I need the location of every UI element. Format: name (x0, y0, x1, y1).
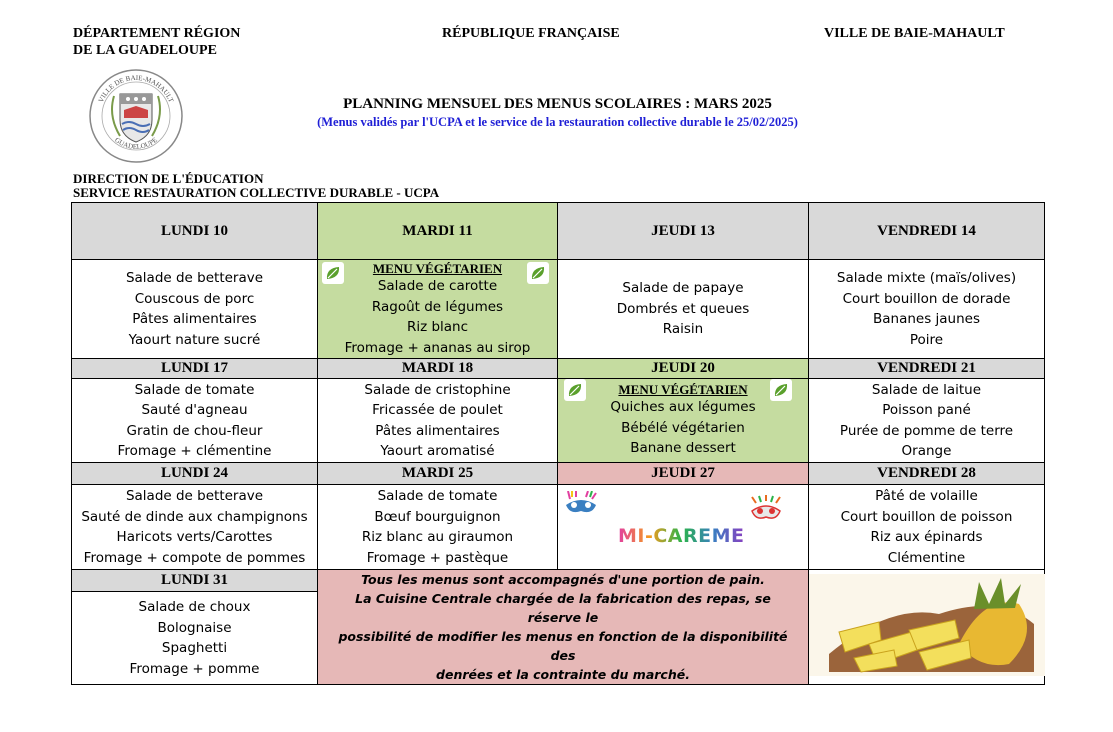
dish: Salade de carotte (377, 278, 498, 294)
day-header-lundi-31: LUNDI 31 (72, 570, 318, 592)
direction-block (73, 172, 439, 200)
pineapple-image-art (809, 574, 1045, 676)
dish: Gratin de chou-fleur (126, 422, 263, 439)
menu-lundi-10 (72, 260, 318, 359)
day-header-lundi-24: LUNDI 24 (72, 463, 318, 485)
menu-jeudi-27 (558, 485, 809, 570)
day-header-mardi-18: MARDI 18 (318, 359, 558, 379)
dish: Fricassée de poulet (372, 402, 503, 418)
header-left-line2: DE LA GUADELOUPE (73, 43, 217, 58)
dish: Pâtes alimentaires (132, 311, 257, 327)
leaf-icon (564, 379, 586, 401)
dish: Court bouillon de dorade (842, 290, 1011, 307)
dish: Clémentine (887, 549, 966, 566)
page-subtitle: (Menus validés par l'UCPA et le service de la restauration collective durable le 25/02/2025) (317, 115, 798, 129)
menu-vendredi-21 (809, 379, 1045, 463)
dish: Fromage + clémentine (117, 443, 272, 459)
logo-text-bottom: GUADELOUPE (113, 135, 159, 151)
menu-jeudi-20 (558, 379, 809, 463)
day-header-vendredi-14: VENDREDI 14 (809, 203, 1045, 260)
header-right: VILLE DE BAIE-MAHAULT (824, 26, 1005, 41)
carnival-mask-icon (562, 491, 600, 523)
menu-lundi-24 (72, 485, 318, 570)
dish: Purée de pomme de terre (839, 422, 1014, 439)
vegetarian-menu-title: MENU VÉGÉTARIEN (618, 382, 748, 397)
info-note (318, 570, 809, 685)
day-header-vendredi-21: VENDREDI 21 (809, 359, 1045, 379)
dish: Fromage + ananas au sirop (344, 339, 531, 356)
note-line: La Cuisine Centrale chargée de la fabrication des repas, se réserve le (355, 591, 771, 625)
page-title: PLANNING MENSUEL DES MENUS SCOLAIRES : MARS 2025 (343, 96, 772, 112)
coat-of-arms-logo (86, 66, 186, 166)
day-header-lundi-10: LUNDI 10 (72, 203, 318, 260)
dish: Bananes jaunes (872, 311, 981, 327)
dish: Orange (901, 443, 952, 459)
menu-table (71, 202, 1045, 685)
dish: Salade de tomate (134, 381, 255, 398)
note-line: Tous les menus sont accompagnés d'une portion de pain. (361, 572, 765, 587)
dish: Salade de choux (138, 599, 251, 616)
note-line: possibilité de modifier les menus en fonction de la disponibilité des (338, 629, 788, 663)
header-left (73, 25, 240, 59)
dish: Bœuf bourguignon (374, 508, 501, 525)
dish: Bolognaise (157, 619, 232, 636)
pineapple-image (809, 570, 1045, 685)
menu-vendredi-28 (809, 485, 1045, 570)
mi-careme-label: MI-CAREME (618, 525, 745, 547)
day-header-vendredi-28: VENDREDI 28 (809, 463, 1045, 485)
dish: Pâté de volaille (875, 488, 978, 504)
note-line: denrées et la contrainte du marché. (436, 667, 690, 682)
dish: Salade de cristophine (364, 381, 511, 398)
dish: Sauté d'agneau (141, 402, 248, 418)
menu-lundi-17 (72, 379, 318, 463)
dish: Salade mixte (maïs/olives) (836, 270, 1017, 286)
dish: Salade de betterave (125, 270, 264, 286)
dish: Riz aux épinards (870, 529, 983, 545)
dish: Salade de papaye (622, 280, 744, 297)
dish: Raisin (662, 321, 704, 338)
dish: Couscous de porc (134, 290, 255, 307)
dish: Sauté de dinde aux champignons (81, 508, 308, 525)
day-header-jeudi-13: JEUDI 13 (558, 203, 809, 260)
leaf-icon (322, 262, 344, 284)
dish: Banane dessert (630, 440, 736, 456)
dish: Court bouillon de poisson (840, 508, 1013, 525)
vegetarian-menu-title: MENU VÉGÉTARIEN (372, 261, 503, 276)
dish: Fromage + pastèque (366, 549, 509, 566)
direction-line1: DIRECTION DE L'ÉDUCATION (73, 171, 264, 186)
dish: Fromage + compote de pommes (83, 549, 306, 566)
day-header-jeudi-27: JEUDI 27 (558, 463, 809, 485)
day-header-mardi-11: MARDI 11 (318, 203, 558, 260)
menu-mardi-25 (318, 485, 558, 570)
dish: Salade de betterave (125, 488, 264, 504)
leaf-icon (527, 262, 549, 284)
carnival-mask-icon (748, 495, 784, 527)
menu-lundi-31 (72, 592, 318, 685)
dish: Fromage + pomme (129, 660, 260, 677)
dish: Spaghetti (161, 640, 228, 657)
logo-text-top: VILLE DE BAIE-MAHAULT (96, 73, 176, 104)
dish: Yaourt aromatisé (380, 443, 495, 459)
day-header-jeudi-20: JEUDI 20 (558, 359, 809, 379)
dish: Haricots verts/Carottes (116, 529, 273, 545)
dish: Bébélé végétarien (621, 419, 745, 436)
header-center: RÉPUBLIQUE FRANÇAISE (442, 26, 620, 41)
dish: Yaourt nature sucré (128, 331, 261, 348)
menu-mardi-18 (318, 379, 558, 463)
menu-mardi-11 (318, 260, 558, 359)
dish: Salade de laitue (871, 381, 982, 398)
dish: Dombrés et queues (616, 300, 750, 317)
dish: Salade de tomate (377, 488, 498, 504)
header-left-line1: DÉPARTEMENT RÉGION (73, 26, 241, 41)
menu-jeudi-13 (558, 260, 809, 359)
day-header-lundi-17: LUNDI 17 (72, 359, 318, 379)
dish: Riz blanc au giraumon (361, 529, 514, 545)
dish: Poire (909, 331, 944, 348)
dish: Ragoût de légumes (371, 298, 504, 315)
dish: Pâtes alimentaires (375, 422, 500, 439)
dish: Riz blanc (406, 319, 469, 335)
menu-vendredi-14 (809, 260, 1045, 359)
dish: Quiches aux légumes (610, 399, 756, 415)
note-text (318, 570, 808, 684)
dish: Poisson pané (882, 402, 971, 418)
leaf-icon (770, 379, 792, 401)
day-header-mardi-25: MARDI 25 (318, 463, 558, 485)
direction-line2: SERVICE RESTAURATION COLLECTIVE DURABLE - UCPA (73, 185, 440, 200)
